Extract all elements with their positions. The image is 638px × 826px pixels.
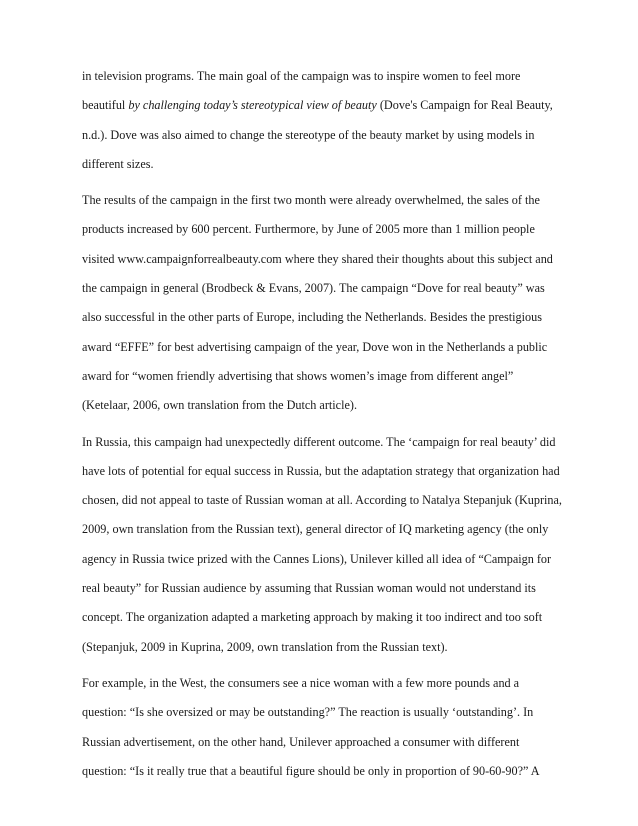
text-run: different sizes.	[82, 156, 154, 171]
text-line	[82, 391, 592, 420]
text-run: In Russia, this campaign had unexpectedly different outcome. The ‘campaign for real beauty’ did	[82, 434, 556, 449]
text-line	[82, 545, 592, 574]
text-line	[82, 245, 592, 274]
text-run: award “EFFE” for best advertising campaign of the year, Dove won in the Netherlands a public	[82, 339, 548, 354]
text-line	[82, 486, 592, 515]
paragraph-spacer	[82, 421, 592, 428]
text-run: products increased by 600 percent. Furthermore, by June of 2005 more than 1 million people	[82, 222, 535, 237]
text-line	[82, 91, 592, 120]
text-run: For example, in the West, the consumers see a nice woman with a few more pounds and a	[82, 675, 520, 690]
paragraph-spacer	[82, 662, 592, 669]
text-run: also successful in the other parts of Europe, including the Netherlands. Besides the prestigious	[82, 310, 542, 325]
text-run: beautiful	[82, 98, 129, 113]
text-run: in television programs. The main goal of the campaign was to inspire women to feel more	[82, 69, 521, 83]
paragraph	[82, 62, 592, 179]
text-line	[82, 457, 592, 486]
text-run: n.d.). Dove was also aimed to change the stereotype of the beauty market by using models in	[82, 127, 535, 142]
text-run: Russian advertisement, on the other hand, Unilever approached a consumer with different	[82, 734, 520, 749]
text-run: question: “Is it really true that a beautiful figure should be only in proportion of 90-60-90?” A	[82, 763, 540, 778]
text-line	[82, 121, 592, 150]
text-run: have lots of potential for equal success in Russia, but the adaptation strategy that organization had	[82, 463, 560, 478]
text-run: The results of the campaign in the first two month were already overwhelmed, the sales of the	[82, 193, 540, 208]
text-run: 2009, own translation from the Russian text), general director of IQ marketing agency (the only	[82, 522, 549, 537]
text-run: chosen, did not appeal to taste of Russian woman at all. According to Natalya Stepanjuk (Kuprina,	[82, 493, 562, 508]
text-line	[82, 515, 592, 544]
text-run: concept. The organization adapted a marketing approach by making it too indirect and too soft	[82, 610, 543, 625]
paragraph	[82, 669, 592, 786]
text-line	[82, 428, 592, 457]
text-line	[82, 574, 592, 603]
text-run: (Stepanjuk, 2009 in Kuprina, 2009, own translation from the Russian text).	[82, 639, 448, 654]
text-line	[82, 728, 592, 757]
paragraph-spacer	[82, 179, 592, 186]
text-run: real beauty” for Russian audience by assuming that Russian woman would not understand its	[82, 581, 536, 596]
text-run: visited www.campaignforrealbeauty.com where they shared their thoughts about this subject and	[82, 251, 553, 266]
text-line	[82, 362, 592, 391]
text-line	[82, 603, 592, 632]
body-text	[82, 62, 592, 786]
text-run: award for “women friendly advertising that shows women’s image from different angel”	[82, 368, 514, 383]
text-line	[82, 215, 592, 244]
text-run: (Dove's Campaign for Real Beauty,	[376, 98, 553, 113]
text-run: agency in Russia twice prized with the Cannes Lions), Unilever killed all idea of “Campaign for	[82, 551, 552, 566]
text-line	[82, 62, 592, 91]
text-line	[82, 303, 592, 332]
text-run: question: “Is she oversized or may be outstanding?” The reaction is usually ‘outstanding’. In	[82, 705, 534, 720]
text-run: the campaign in general (Brodbeck & Evans, 2007). The campaign “Dove for real beauty” was	[82, 281, 545, 296]
text-line	[82, 698, 592, 727]
paragraph	[82, 186, 592, 420]
text-line	[82, 333, 592, 362]
text-run: (Ketelaar, 2006, own translation from the Dutch article).	[82, 398, 357, 413]
text-line	[82, 669, 592, 698]
text-line	[82, 633, 592, 662]
text-line	[82, 757, 592, 786]
italic-text-run: by challenging today’s stereotypical view of beauty	[128, 98, 377, 113]
paragraph	[82, 428, 592, 662]
text-line	[82, 274, 592, 303]
text-line	[82, 150, 592, 179]
text-line	[82, 186, 592, 215]
